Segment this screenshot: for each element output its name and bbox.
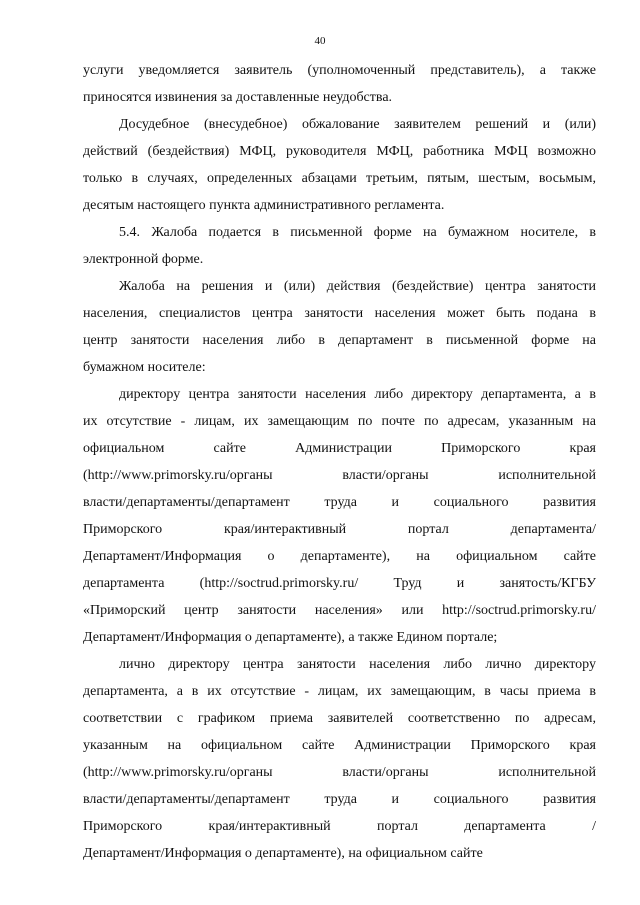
text-line: Департамент/Информация о департаменте), а также Едином портале; bbox=[83, 630, 498, 645]
text-line: электронной форме. bbox=[83, 252, 204, 267]
text-line: официальном сайте Администрации Приморского края bbox=[83, 441, 596, 456]
text-line: (http://www.primorsky.ru/органы власти/органы исполнительной bbox=[83, 765, 596, 780]
text-line: только в случаях, определенных абзацами третьим, пятым, шестым, восьмым, bbox=[83, 171, 596, 186]
paragraph-p2 bbox=[83, 111, 596, 219]
document-body bbox=[83, 57, 596, 867]
text-line: (http://www.primorsky.ru/органы власти/органы исполнительной bbox=[83, 468, 596, 483]
text-line: приносятся извинения за доставленные неудобства. bbox=[83, 90, 393, 105]
text-line: указанным на официальном сайте Администрации Приморского края bbox=[83, 738, 596, 753]
text-line: 5.4. Жалоба подается в письменной форме на бумажном носителе, в bbox=[119, 225, 596, 240]
text-line: Приморского края/интерактивный портал департамента / bbox=[83, 819, 596, 834]
paragraph-p4 bbox=[83, 273, 596, 381]
text-line: Департамент/Информация о департаменте), на официальном сайте bbox=[83, 549, 596, 564]
text-line: Департамент/Информация о департаменте), на официальном сайте bbox=[83, 846, 483, 861]
text-line: их отсутствие - лицам, их замещающим по почте по адресам, указанным на bbox=[83, 414, 596, 429]
text-line: бумажном носителе: bbox=[83, 360, 206, 375]
text-line: десятым настоящего пункта административного регламента. bbox=[83, 198, 445, 213]
text-line: лично директору центра занятости населения либо лично директору bbox=[119, 657, 596, 672]
text-line: директору центра занятости населения либо директору департамента, а в bbox=[119, 387, 596, 402]
text-line: департамента, а в их отсутствие - лицам, их замещающим, в часы приема в bbox=[83, 684, 596, 699]
paragraph-p3 bbox=[83, 219, 596, 273]
text-line: департамента (http://soctrud.primorsky.ru/ Труд и занятость/КГБУ bbox=[83, 576, 596, 591]
text-line: Жалоба на решения и (или) действия (бездействие) центра занятости bbox=[119, 279, 596, 294]
text-line: Досудебное (внесудебное) обжалование заявителем решений и (или) bbox=[119, 117, 596, 132]
text-line: населения, специалистов центра занятости населения может быть подана в bbox=[83, 306, 596, 321]
text-line: власти/департаменты/департамент труда и социального развития bbox=[83, 495, 596, 510]
paragraph-p1 bbox=[83, 57, 596, 111]
paragraph-p5 bbox=[83, 381, 596, 651]
text-line: соответствии с графиком приема заявителей соответственно по адресам, bbox=[83, 711, 596, 726]
text-line: услуги уведомляется заявитель (уполномоченный представитель), а также bbox=[83, 63, 596, 78]
text-line: центр занятости населения либо в департамент в письменной форме на bbox=[83, 333, 596, 348]
text-line: Приморского края/интерактивный портал департамента/ bbox=[83, 522, 596, 537]
text-line: действий (бездействия) МФЦ, руководителя МФЦ, работника МФЦ возможно bbox=[83, 144, 596, 159]
page-number: 40 bbox=[314, 35, 326, 47]
text-line: «Приморский центр занятости населения» или http://soctrud.primorsky.ru/ bbox=[83, 603, 596, 618]
paragraph-p6 bbox=[83, 651, 596, 867]
text-line: власти/департаменты/департамент труда и социального развития bbox=[83, 792, 596, 807]
